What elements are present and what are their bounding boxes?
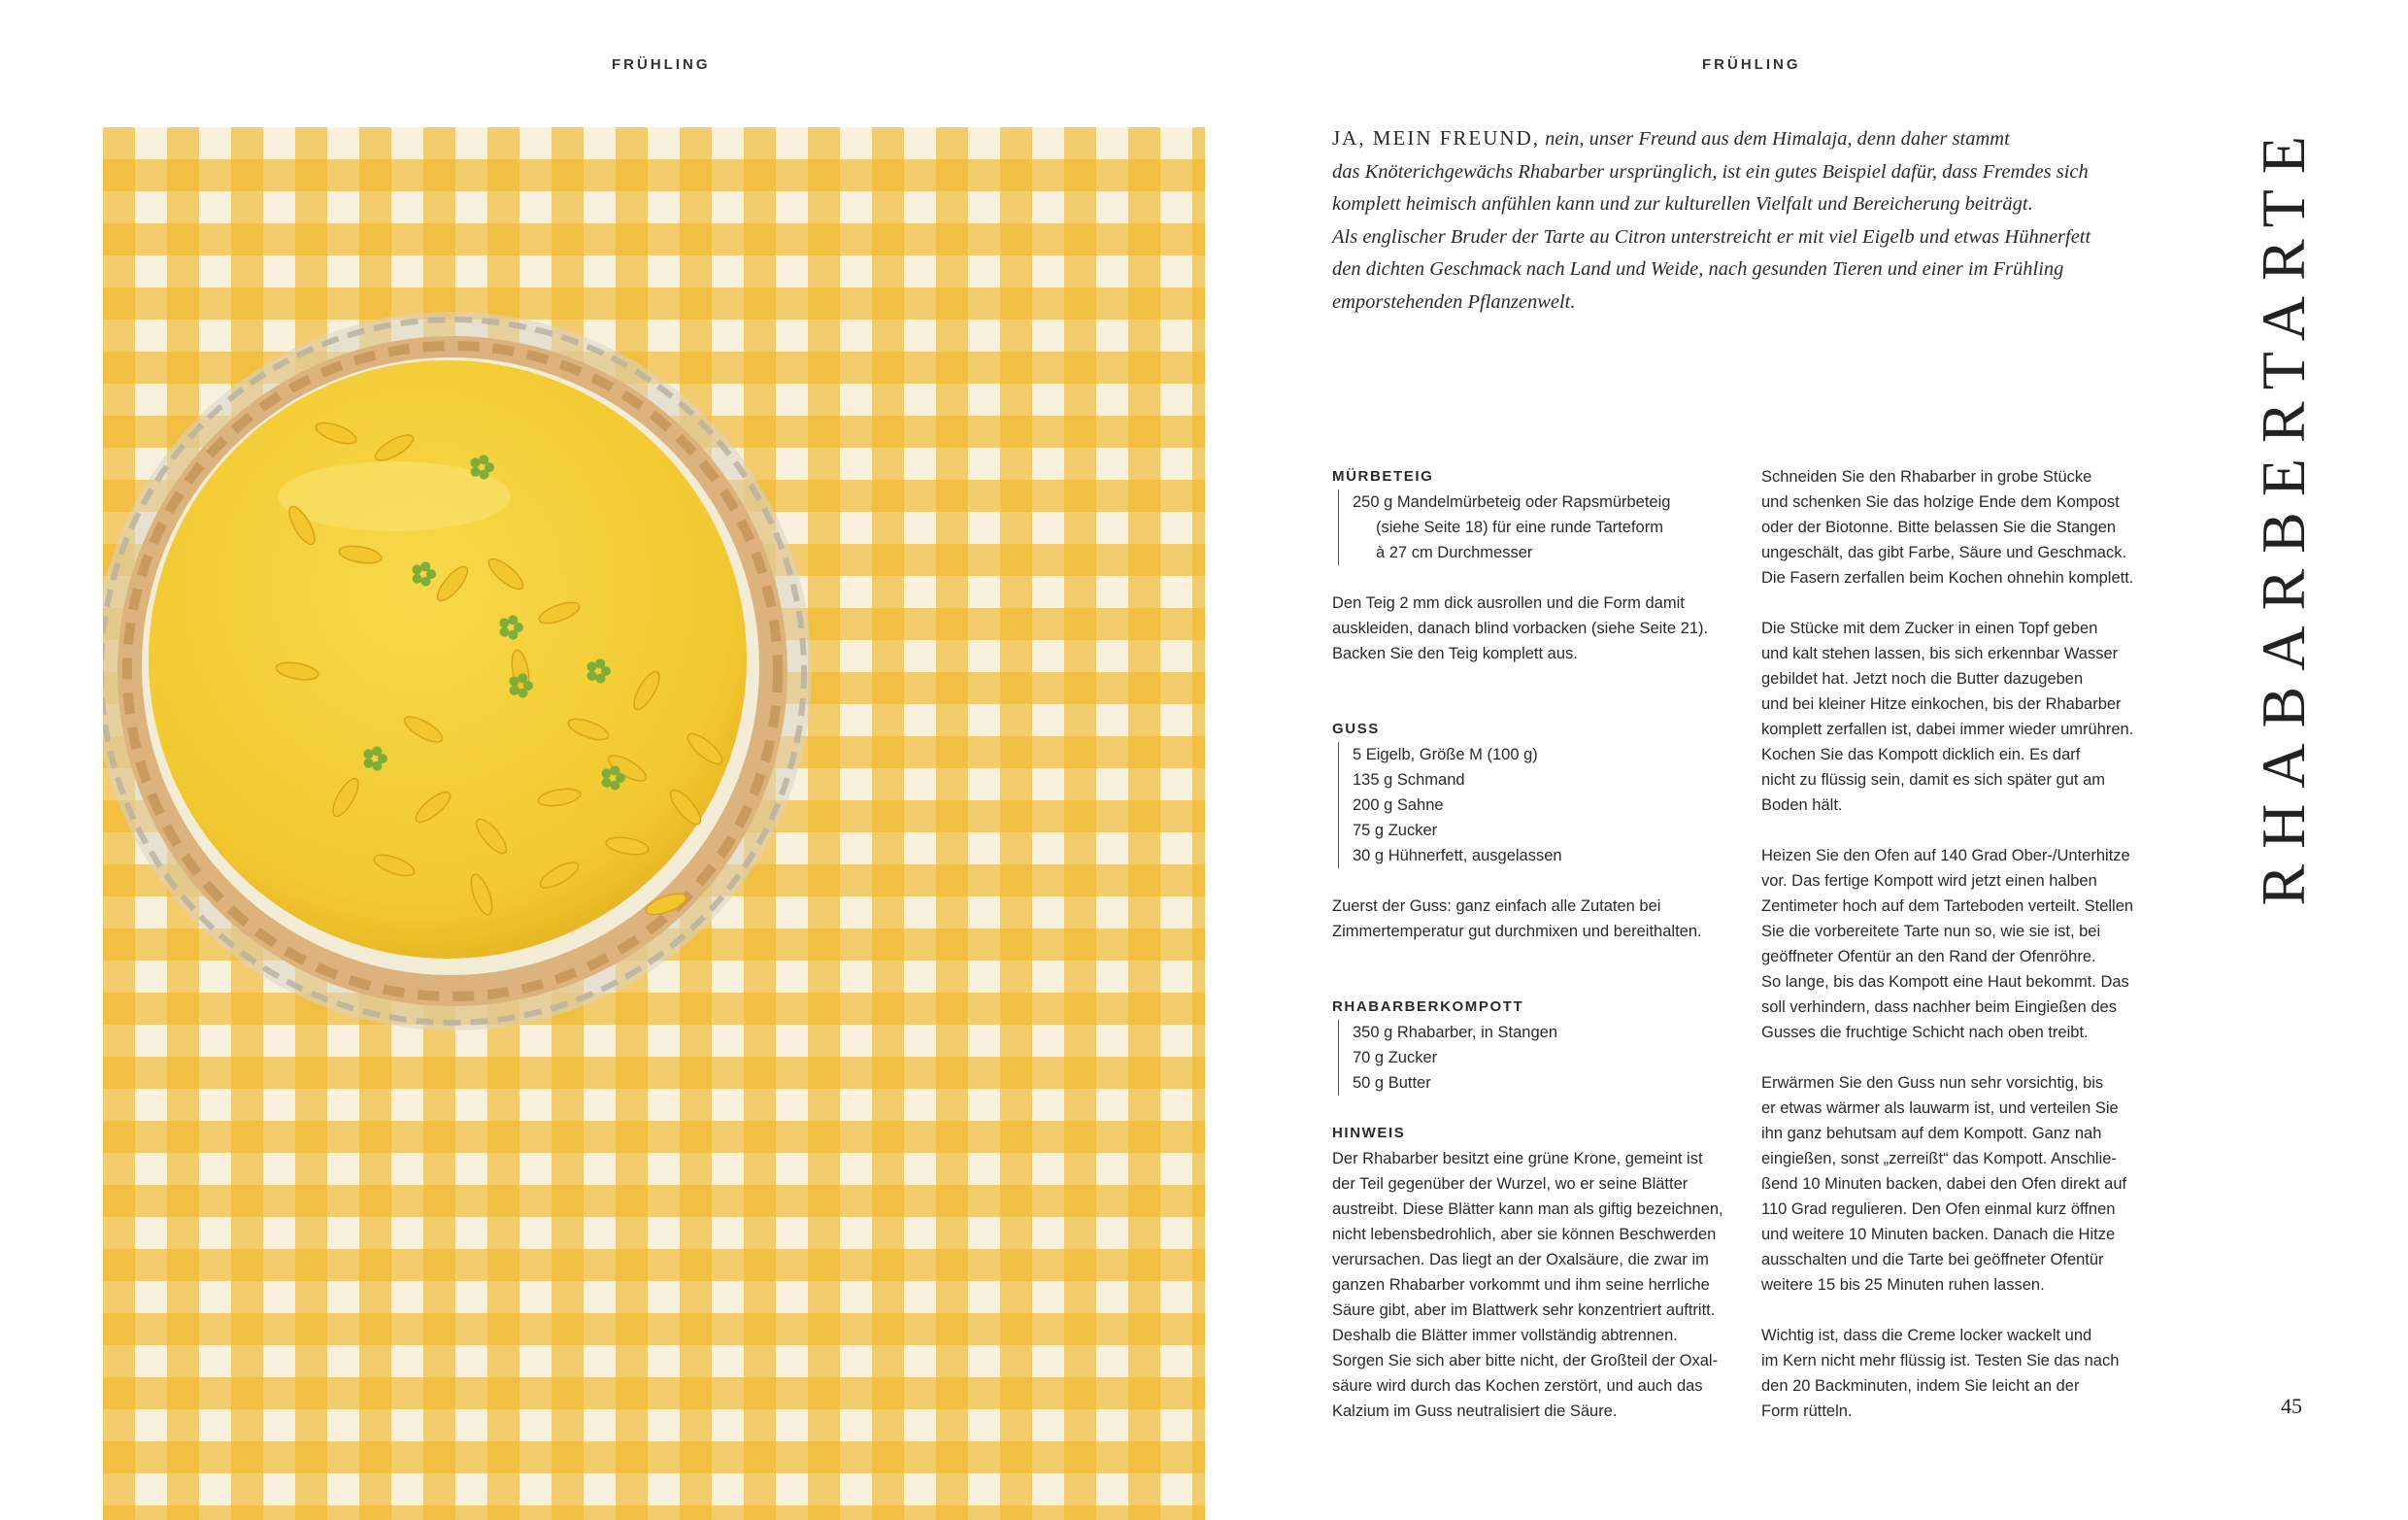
ingredient-item: 200 g Sahne [1353, 796, 1444, 814]
ingredient-item: à 27 cm Durchmesser [1376, 544, 1533, 561]
body-line: Zimmertemperatur gut durchmixen und bereithalten. [1332, 923, 1702, 940]
herb-garnish [412, 564, 421, 574]
body-line: eingießen, sonst „zerreißt“ das Kompott. Anschlie- [1761, 1150, 2117, 1167]
ingredient-item: 135 g Schmand [1353, 771, 1465, 789]
intro-line: emporstehenden Pflanzenwelt. [1332, 290, 1576, 313]
body-line: nicht lebensbedrohlich, aber sie können Beschwerden [1332, 1226, 1717, 1243]
section-heading-hinweis: HINWEIS [1332, 1125, 1406, 1141]
herb-garnish [413, 574, 422, 584]
recipe-title: RHABARBERTARTE [2249, 119, 2318, 906]
body-line: Zuerst der Guss: ganz einfach alle Zutaten bei [1332, 897, 1661, 915]
herb-garnish [364, 759, 374, 768]
body-line: und schenken Sie das holzige Ende dem Kompost [1761, 493, 2120, 511]
herb-garnish [509, 630, 518, 640]
page-number: 45 [2281, 1394, 2302, 1418]
section-heading-guss: GUSS [1332, 721, 1380, 737]
herb-garnish [508, 615, 518, 625]
body-line: den 20 Backminuten, indem Sie leicht an der [1761, 1377, 2080, 1395]
body-line: So lange, bis das Kompott eine Haut bekommt. Das [1761, 973, 2129, 991]
body-line: soll verhindern, dass nachher beim Eingießen des [1761, 998, 2117, 1016]
right-text-column [1761, 464, 2169, 1424]
body-line: Zentimeter hoch auf dem Tarteboden verteilt. Stellen [1761, 897, 2134, 915]
body-line: ausschalten und die Tarte bei geöffneter Ofentür [1761, 1251, 2104, 1268]
body-line: ßend 10 Minuten backen, dabei den Ofen direkt auf [1761, 1175, 2127, 1193]
intro-line: Als englischer Bruder der Tarte au Citron unterstreicht er mit viel Eigelb und etwas Hühnerfett [1332, 225, 2091, 248]
section-heading-kompott: RHABARBERKOMPOTT [1332, 998, 1524, 1015]
body-line: Den Teig 2 mm dick ausrollen und die Form damit [1332, 594, 1685, 612]
herb-garnish [610, 765, 619, 775]
body-line: Die Fasern zerfallen beim Kochen ohnehin komplett. [1761, 569, 2134, 587]
body-line: nicht zu flüssig sein, damit es sich später gut am [1761, 771, 2105, 789]
ingredient-item: 5 Eigelb, Größe M (100 g) [1353, 746, 1538, 763]
herb-garnish [518, 673, 527, 683]
running-head-left: FRÜHLING [612, 56, 711, 73]
herb-garnish [420, 561, 430, 571]
body-line: säure wird durch das Kochen zerstört, und auch das [1332, 1377, 1703, 1395]
body-line: ihn ganz behutsam auf dem Kompott. Ganz nah [1761, 1125, 2102, 1142]
herb-garnish [587, 671, 597, 681]
herb-garnish [471, 467, 481, 477]
body-line: verursachen. Das liegt an der Oxalsäure, die zwar im [1332, 1251, 1709, 1268]
body-line: der Teil gegenüber der Wurzel, wo er seine Blätter [1332, 1175, 1689, 1193]
body-line: Backen Sie den Teig komplett aus. [1332, 645, 1578, 662]
body-line: oder der Biotonne. Bitte belassen Sie die Stangen [1761, 519, 2117, 536]
herb-garnish [499, 618, 509, 627]
body-line: Der Rhabarber besitzt eine grüne Krone, gemeint ist [1332, 1150, 1703, 1167]
running-head-right: FRÜHLING [1702, 56, 1801, 73]
body-line: Heizen Sie den Ofen auf 140 Grad Ober-/Unterhitze [1761, 847, 2130, 864]
tart-photo [103, 127, 1205, 1520]
body-line: Kalzium im Guss neutralisiert die Säure. [1332, 1402, 1618, 1420]
herb-garnish [470, 457, 480, 467]
body-line: Deshalb die Blätter immer vollständig abtrennen. [1332, 1327, 1678, 1344]
herb-garnish [611, 781, 620, 791]
herb-garnish [518, 689, 528, 698]
body-line: Säure gibt, aber im Blattwerk sehr konzentriert auftritt. [1332, 1301, 1716, 1319]
body-line: Form rütteln. [1761, 1402, 1853, 1420]
body-line: Sorgen Sie sich aber bitte nicht, der Großteil der Oxal- [1332, 1352, 1719, 1369]
body-line: Die Stücke mit dem Zucker in einen Topf geben [1761, 620, 2098, 637]
tart-dish [103, 312, 812, 1030]
ingredient-item: 350 g Rhabarber, in Stangen [1353, 1024, 1557, 1041]
ingredient-item: 250 g Mandelmürbeteig oder Rapsmürbeteig [1353, 493, 1671, 511]
body-line: 110 Grad regulieren. Den Ofen einmal kurz öffnen [1761, 1200, 2116, 1218]
tart-illustration [103, 127, 1205, 1520]
herb-garnish [510, 686, 519, 695]
ingredient-item: 70 g Zucker [1353, 1049, 1438, 1066]
body-line: geöffneter Ofentür an den Rand der Ofenröhre. [1761, 948, 2096, 965]
herb-garnish [509, 676, 518, 686]
herb-garnish [363, 749, 373, 759]
body-line: und bei kleiner Hitze einkochen, bis der Rhabarber [1761, 695, 2122, 713]
herb-garnish [373, 761, 383, 771]
herb-garnish [601, 768, 611, 778]
body-line: auskleiden, danach blind vorbacken (siehe Seite 21). [1332, 620, 1709, 637]
intro-line: das Knöterichgewächs Rhabarber ursprünglich, ist ein gutes Beispiel dafür, dass Fremdes sich [1332, 160, 2089, 183]
intro-line: nein, unser Freund aus dem Himalaja, denn daher stammt [1540, 128, 2010, 150]
body-line: Gusses die fruchtige Schicht nach oben treibt. [1761, 1024, 2089, 1041]
herb-garnish [596, 674, 606, 684]
body-line: komplett zerfallen ist, dabei immer wieder umrühren. [1761, 721, 2134, 738]
body-line: Kochen Sie das Kompott dicklich ein. Es darf [1761, 746, 2081, 763]
ingredient-item: 75 g Zucker [1353, 822, 1438, 839]
intro-line: komplett heimisch anfühlen kann und zur kulturellen Vielfalt und Bereicherung beiträgt. [1332, 193, 2033, 215]
herb-garnish [479, 455, 488, 464]
intro-line: den dichten Geschmack nach Land und Weide, nach gesunden Tieren und einer im Frühling [1332, 258, 2064, 280]
herb-garnish [586, 661, 596, 671]
ingredient-list-guss [1338, 742, 1740, 868]
herb-garnish [602, 778, 612, 788]
section-heading-muerbeteig: MÜRBETEIG [1332, 468, 1434, 485]
body-line: weitere 15 bis 25 Minuten ruhen lassen. [1761, 1276, 2045, 1294]
body-line: Sie die vorbereitete Tarte nun so, wie sie ist, bei [1761, 923, 2101, 940]
ingredient-list-kompott [1338, 1020, 1740, 1096]
body-line: vor. Das fertige Kompott wird jetzt einen halben [1761, 872, 2097, 890]
left-text-column [1332, 464, 1740, 1424]
ingredient-item: 30 g Hühnerfett, ausgelassen [1353, 847, 1562, 864]
herb-garnish [480, 470, 489, 480]
herb-garnish [421, 577, 431, 587]
body-line: ganzen Rhabarber vorkommt und ihm seine herrliche [1332, 1276, 1710, 1294]
herb-garnish [595, 659, 605, 668]
body-line: er etwas wärmer als lauwarm ist, und verteilen Sie [1761, 1099, 2119, 1117]
body-line: austreibt. Diese Blätter kann man als giftig bezeichnen, [1332, 1200, 1723, 1218]
intro-lead: JA, MEIN FREUND, [1332, 126, 1541, 150]
body-line: ungeschält, das gibt Farbe, Säure und Geschmack. [1761, 544, 2127, 561]
ingredient-item: (siehe Seite 18) für eine runde Tarteform [1376, 519, 1663, 536]
body-line: gebildet hat. Jetzt noch die Butter dazugeben [1761, 670, 2084, 688]
recipe-title-vertical [2249, 119, 2319, 906]
body-line: Erwärmen Sie den Guss nun sehr vorsichtig, bis [1761, 1074, 2104, 1092]
body-line: Boden hält. [1761, 796, 1843, 814]
ingredient-item: 50 g Butter [1353, 1074, 1431, 1092]
body-line: und kalt stehen lassen, bis sich erkennbar Wasser [1761, 645, 2119, 662]
body-line: Schneiden Sie den Rhabarber in grobe Stücke [1761, 468, 2092, 486]
intro-paragraph [1332, 122, 2206, 319]
herb-garnish [500, 627, 510, 637]
body-line: im Kern nicht mehr flüssig ist. Testen Sie das nach [1761, 1352, 2120, 1369]
body-line: Wichtig ist, dass die Creme locker wackelt und [1761, 1327, 2092, 1344]
herb-garnish [372, 746, 382, 756]
body-line: und weitere 10 Minuten backen. Danach die Hitze [1761, 1226, 2116, 1243]
ingredient-list-muerbeteig [1338, 490, 1740, 565]
